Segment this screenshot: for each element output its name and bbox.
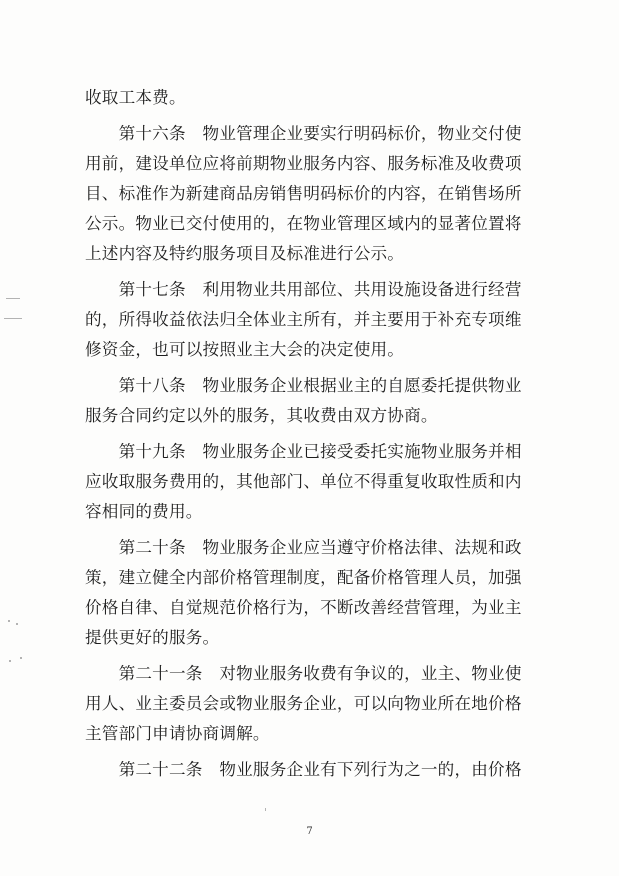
text-line: 修资金，也可以按照业主大会的决定使用。 <box>85 340 405 359</box>
text-line: 第二十条 物业服务企业应当遵守价格法律、法规和政 <box>85 538 522 557</box>
scan-mark <box>4 318 22 319</box>
text-line: 用人、业主委员会或物业服务企业，可以向物业所在地价格 <box>85 694 522 713</box>
text-line: 第十九条 物业服务企业已接受委托实施物业服务并相 <box>85 442 522 461</box>
text-line: 第十六条 物业管理企业要实行明码标价，物业交付使 <box>85 124 522 143</box>
text-line: 上述内容及特约服务项目及标准进行公示。 <box>85 244 405 263</box>
text-line: 的，所得收益依法归全体业主所有，并主要用于补充专项维 <box>85 310 522 329</box>
text-line: 公示。物业已交付使用的，在物业管理区域内的显著位置将 <box>85 214 522 233</box>
text-line: 服务合同约定以外的服务，其收费由双方协商。 <box>85 406 438 425</box>
text-line: 第十八条 物业服务企业根据业主的自愿委托提供物业 <box>85 376 522 395</box>
scan-mark <box>8 620 10 622</box>
text-line: 收取工本费。 <box>85 88 186 107</box>
scan-mark <box>16 623 18 625</box>
text-line: 主管部门申请协商调解。 <box>85 724 270 743</box>
scan-mark <box>265 808 266 811</box>
page-number: 7 <box>306 826 313 837</box>
text-line: 第二十二条 物业服务企业有下列行为之一的，由价格 <box>85 760 522 779</box>
text-line: 策，建立健全内部价格管理制度，配备价格管理人员，加强 <box>85 568 522 587</box>
text-line: 第十七条 利用物业共用部位、共用设施设备进行经营 <box>85 280 522 299</box>
text-line: 价格自律、自觉规范价格行为，不断改善经营管理，为业主 <box>85 598 522 617</box>
scan-mark <box>9 660 11 662</box>
scan-mark <box>20 657 22 659</box>
text-line: 第二十一条 对物业服务收费有争议的，业主、物业使 <box>85 664 522 683</box>
text-line: 容相同的费用。 <box>85 502 203 521</box>
scan-mark <box>6 298 20 299</box>
text-line: 目、标准作为新建商品房销售明码标价的内容，在销售场所 <box>85 184 522 203</box>
text-line: 用前，建设单位应将前期物业服务内容、服务标准及收费项 <box>85 154 522 173</box>
text-line: 提供更好的服务。 <box>85 628 220 647</box>
document-body <box>85 83 530 785</box>
text-line: 应收取服务费用的，其他部门、单位不得重复收取性质和内 <box>85 472 522 491</box>
